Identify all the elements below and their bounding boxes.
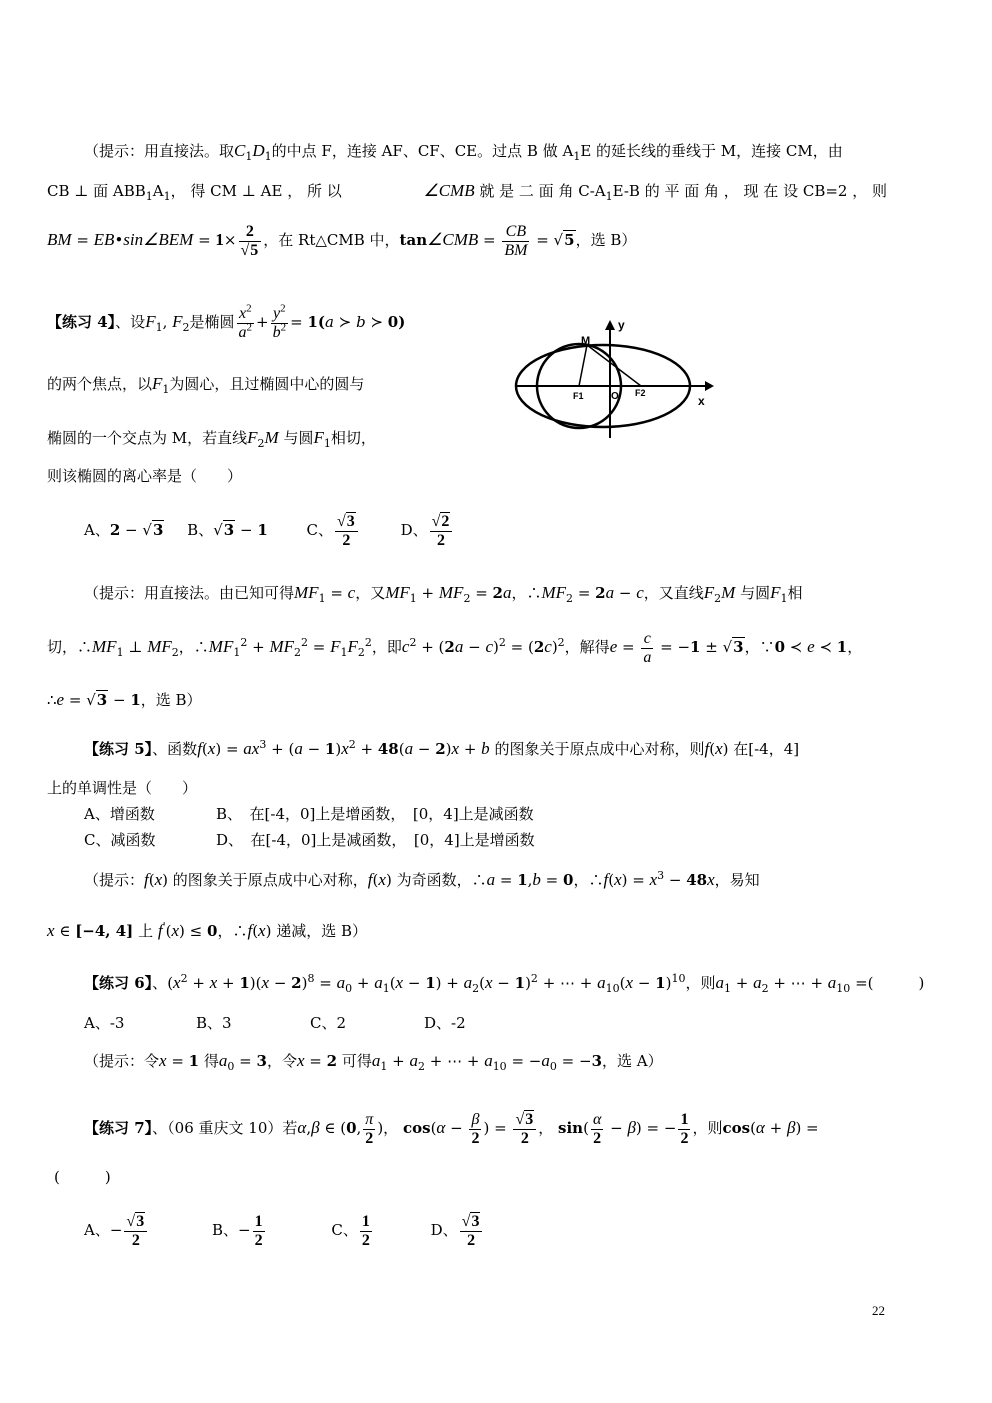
page-number: 22 — [872, 1303, 885, 1318]
text: 得 — [203, 1052, 219, 1070]
ex7-line1: 【练习 7】、（06 重庆文 10）若α,β ∈ (0, $\frac{\pi}{2}$ )， cos(α − $\frac{\beta}{2}$ ) = $\frac{√3}{2}$ ， sin( $\frac{\alpha}{2}$ − β) = − $\frac{1}{2}$ ，则cos(α + β) = — [84, 1110, 819, 1147]
text: ， 得 CM ⊥ AE ， 所 以 — [170, 182, 342, 200]
text: ，选 B） — [575, 231, 637, 249]
text: （提示：用直接法。取 — [84, 142, 235, 160]
text: ，则 — [692, 1119, 723, 1137]
exercise-label: 【练习 7】 — [84, 1119, 153, 1137]
text: 上 — [138, 922, 154, 940]
label-y: y — [618, 318, 625, 332]
text: 、（06 重庆文 10）若 — [152, 1119, 298, 1137]
text: 为奇函数，∴ — [396, 871, 487, 889]
text: 与圆 — [283, 429, 314, 447]
hint3-line3: BM = EB•sin∠BEM = 1× $\frac{2}{√5}$ ，在 Rt△CMB 中，tan∠CMB = $\frac{CB}{BM}$ = √5，选 B） — [47, 222, 637, 259]
ex4-line1: 【练习 4】、设$F_1$, $F_2$是椭圆 $\frac{x^2}{a^2}$ + $\frac{y^2}{b^2}$ = 1(a ≻ b ≻ 0) — [47, 302, 406, 341]
option-a: A、 — [84, 521, 110, 539]
ex5-hint-line1: （提示：f(x) 的图象关于原点成中心对称，f(x) 为奇函数，∴a = 1,b = 0，∴f(x) = $x^3 - 48x$，易知 — [84, 869, 760, 889]
ex4-line3: 椭圆的一个交点为 M，若直线$F_2M$ 与圆$F_1$相切， — [47, 428, 376, 450]
exercise-label: 【练习 5】 — [84, 740, 153, 758]
text: A — [152, 182, 164, 200]
text: ，∵ — [744, 638, 775, 656]
text: ， — [538, 1119, 554, 1137]
text: =( ) — [855, 974, 925, 992]
ex5-line2: 上的单调性是（ ） — [47, 779, 198, 797]
text: ， — [383, 1119, 399, 1137]
text: 切，∴ — [47, 638, 93, 656]
text: E 的延长线的垂线于 M，连接 CM，由 — [580, 142, 843, 160]
text: CB ⊥ 面 ABB — [47, 182, 146, 200]
ex7-options: A、− $\frac{√3}{2}$ B、− $\frac{1}{2}$ C、 $\frac{1}{2}$ D、 $\frac{√3}{2}$ — [84, 1208, 484, 1252]
text: E-B 的 平 面 角 ， 现 在 设 CB=2 ， 则 — [612, 182, 887, 200]
text: 的两个焦点，以 — [47, 375, 153, 393]
hint4-line3: ∴e = √3 − 1，选 B） — [47, 690, 202, 709]
text: 就 是 二 面 角 C-A — [479, 182, 606, 200]
text: ， — [847, 638, 863, 656]
text: ，∴ — [573, 871, 604, 889]
text: ，选 A） — [602, 1052, 663, 1070]
text: （提示：用直接法。由已知可得 — [84, 584, 295, 602]
label-f2: F2 — [635, 388, 646, 398]
ex5-hint-line2: x ∈ [−4, 4] 上 f'(x) ≤ 0，∴f(x) 递减，选 B） — [47, 920, 368, 940]
text: ，解得 — [564, 638, 610, 656]
option-d: D、 — [430, 1221, 458, 1239]
ex6-line1: 【练习 6】、$(x^2 + x + 1)(x - 2)^8 = a_0 + a_1(x - 1) + a_2(x - 1)^2$ + ⋯ + $a_{10}(x - 1)^{10}$，则$a_1 + a_2$ + ⋯ + $a_{10}$ =( ) — [84, 972, 925, 995]
hint4-line1: （提示：用直接法。由已知可得$MF_1 = c$，又$MF_1 + MF_2 = 2a$，$\therefore MF_2 = 2a - c$，又直线$F_2M$ 与圆$F_1$相 — [84, 583, 803, 605]
text: ，∴ — [178, 638, 209, 656]
text: 、函数 — [152, 740, 198, 758]
ex6-option-b: B、3 — [196, 1014, 232, 1032]
ex5-option-c: C、减函数 — [84, 831, 156, 849]
hint4-line2: 切，$\therefore MF_1$ ⊥ $MF_2$，$\therefore MF_1^2 + MF_2^2 = F_1F_2^2$，即$c^2 + (2a - c)^2 = (2c)^2$，解得e = $\frac{c}{a}$ = −1 ± √3，∵0 ≺ e ≺ 1， — [47, 629, 863, 666]
hint3-line1: （提示：用直接法。取$C_1D_1$的中点 F，连接 AF、CF、CE。过点 B 做 $A_1E$ 的延长线的垂线于 M，连接 CM，由 — [84, 141, 843, 163]
ex6-option-d: D、-2 — [424, 1014, 466, 1032]
ex4-line4: 则该椭圆的离心率是（ ） — [47, 467, 243, 485]
hint3-line2: CB ⊥ 面 $ABB_1A_1$， 得 CM ⊥ AE ， 所 以 ∠CMB 就 是 二 面 角 $C-A_1E-B$ 的 平 面 角 ， 现 在 设 CB=2 ， 则 — [47, 181, 887, 203]
text: 的图象关于原点成中心对称，则 — [494, 740, 705, 758]
label-x: x — [698, 394, 705, 408]
text: ，∴ — [217, 922, 248, 940]
text: 、 — [152, 974, 168, 992]
text: （提示： — [84, 871, 145, 889]
exercise-label: 【练习 6】 — [84, 974, 153, 992]
text: 与圆 — [740, 584, 771, 602]
option-a: A、 — [84, 1221, 110, 1239]
text: ，即 — [371, 638, 402, 656]
text: ，又直线 — [643, 584, 704, 602]
ex6-hint: （提示：令x = 1 得$a_0 = 3$，令x = 2 可得$a_1 + a_2$ + ⋯ + $a_{10} = -a_0 = -3$，选 A） — [84, 1051, 663, 1073]
text: 椭圆的一个交点为 M，若直线 — [47, 429, 248, 447]
text: ，又 — [355, 584, 386, 602]
option-d: D、 — [400, 521, 428, 539]
label-f1: F1 — [573, 391, 584, 401]
ex5-option-b: B、 在[-4，0]上是增函数， [0，4]上是减函数 — [216, 805, 534, 823]
option-c: C、 — [306, 521, 334, 539]
ex5-option-a: A、增函数 — [84, 805, 155, 823]
text: 是椭圆 — [189, 313, 235, 331]
text: 的图象关于原点成中心对称， — [172, 871, 368, 889]
text: ，选 B） — [140, 691, 202, 709]
label-m: M — [581, 335, 591, 347]
text: 递减，选 B） — [276, 922, 368, 940]
text: ，在 Rt△CMB 中， — [263, 231, 400, 249]
text: ，易知 — [714, 871, 760, 889]
text: ，∴ — [511, 584, 542, 602]
ex4-options: A、2 − √3 B、√3 − 1 C、 $\frac{√3}{2}$ D、 $\frac{√2}{2}$ — [84, 508, 454, 552]
ellipse-figure — [505, 310, 720, 442]
option-b: B、 — [211, 1221, 239, 1239]
ex5-line1: 【练习 5】、函数$f(x) = ax^3 + (a - 1)x^2 + 48(a - 2)x + b$ 的图象关于原点成中心对称，则f(x) 在[-4，4] — [84, 738, 800, 758]
text: 在[-4，4] — [733, 740, 800, 758]
text: 、设 — [115, 313, 146, 331]
text: （提示：令 — [84, 1052, 160, 1070]
label-o: O — [611, 391, 619, 402]
text: ，令 — [266, 1052, 297, 1070]
text: 相切， — [330, 429, 376, 447]
text: 相 — [787, 584, 803, 602]
ex6-option-c: C、2 — [310, 1014, 347, 1032]
text: 为圆心，且过椭圆中心的圆与 — [169, 375, 365, 393]
text: 可得 — [341, 1052, 372, 1070]
ex5-option-d: D、 在[-4，0]上是减函数， [0，4]上是增函数 — [216, 831, 535, 849]
ex6-option-a: A、-3 — [84, 1014, 125, 1032]
ex4-line2: 的两个焦点，以$F_1$为圆心，且过椭圆中心的圆与 — [47, 374, 365, 396]
text: 的中点 F，连接 AF、CF、CE。过点 B 做 A — [271, 142, 574, 160]
ex7-line2: ( ) — [54, 1168, 111, 1186]
text: ，则 — [685, 974, 716, 992]
option-b: B、 — [187, 521, 214, 539]
exercise-label: 【练习 4】 — [47, 313, 116, 331]
option-c: C、 — [331, 1221, 358, 1239]
text: ∴ — [47, 691, 57, 709]
